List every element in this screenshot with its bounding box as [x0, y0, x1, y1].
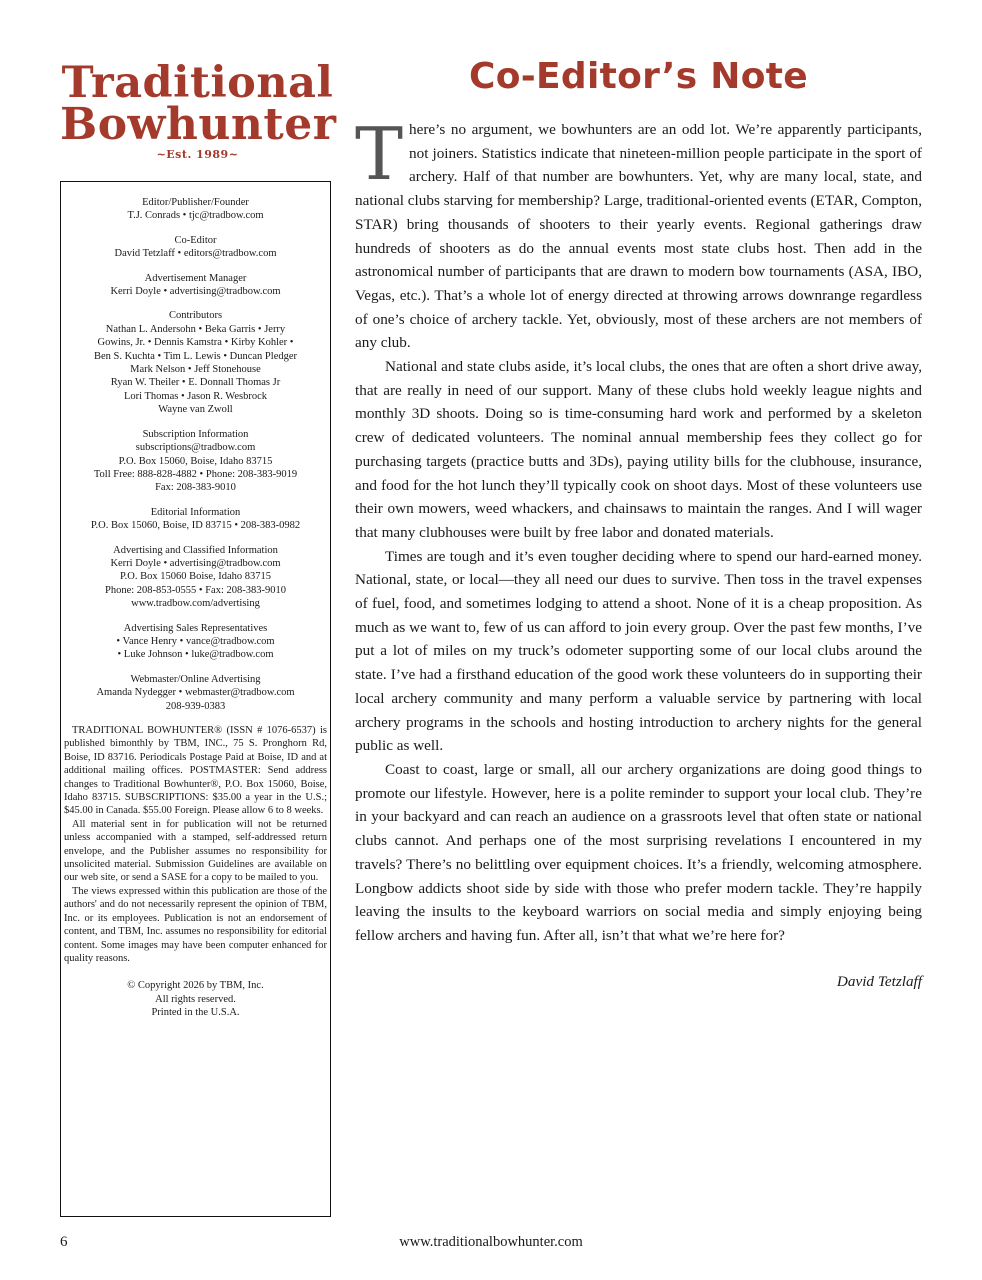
- masthead-section: [64, 234, 327, 261]
- masthead-section: [64, 428, 327, 495]
- masthead-line: Kerri Doyle • advertising@tradbow.com: [110, 286, 281, 298]
- masthead-section: [64, 196, 327, 223]
- masthead-heading: Advertising Sales Representatives: [123, 622, 268, 634]
- masthead-section: [64, 506, 327, 533]
- copyright-line: All rights reserved.: [155, 993, 236, 1005]
- legal-paragraph: The views expressed within this publication are those of the authors' and do not necessarily represent the opinion of TBM, Inc. or its employees. Publication is not an endorsement of content, and TBM, Inc. assumes no responsibility for editorial content. Some images may have been computer enhanced for quality reasons.: [64, 885, 327, 964]
- masthead-line: Ben S. Kuchta • Tim L. Lewis • Duncan Pledger: [93, 350, 298, 362]
- logo: [60, 58, 337, 161]
- masthead-line: T.J. Conrads • tjc@tradbow.com: [127, 210, 264, 222]
- masthead-heading: Editorial Information: [150, 506, 241, 518]
- masthead-heading: Subscription Information: [142, 428, 249, 440]
- masthead-sections: [64, 196, 327, 713]
- article-paragraph: Coast to coast, large or small, all our archery organizations are doing good things to promote our lifestyle. However, here is a polite reminder to support your local club. They’re in your backyard and can reach an audience on a grassroots level that often state or national clubs cannot. And perhaps one of the most surprising revelations I encountered in my travels? There’s no belittling over equipment choices. It’s a friendly, welcoming atmosphere. Longbow addicts shoot side by side with those who prefer modern tackle. They’re happily leaving the insults to the keyboard warriors on social media and simply enjoying being fellow archers and having fun. After all, isn’t that what we’re here for?: [355, 760, 922, 944]
- masthead-line: Mark Nelson • Jeff Stonehouse: [130, 364, 261, 376]
- article-paragraph-text: here’s no argument, we bowhunters are an odd lot. We’re apparently participants, not joiners. Statistics indicate that nineteen-million people participate in the sport of archery. Half of that number are bowhunters. Yet, why are many local, state, and national clubs starving for membership? Large, traditional-oriented events (ETAR, Compton, STAR) bring thousands of shooters to their yearly events. Regional gatherings draw hundreds of shooters as do the annual events most state clubs host. Then add in the astronomical number of participants that are drawn to modern bow tournaments (ASA, IBO, Vegas, etc.). That’s a whole lot of energy directed at throwing arrows downrange regardless of one’s choice of archery tackle. Yet, obviously, most of these archers are not members of any club.: [355, 121, 922, 352]
- masthead-line: Kerri Doyle • advertising@tradbow.com: [110, 557, 281, 569]
- logo-line-2: Bowhunter: [60, 99, 337, 150]
- masthead-line: Toll Free: 888-828-4882 • Phone: 208-383-9019: [93, 468, 298, 480]
- masthead-line: Ryan W. Theiler • E. Donnall Thomas Jr: [110, 377, 281, 389]
- masthead-line: David Tetzlaff • editors@tradbow.com: [114, 248, 277, 260]
- legal-paragraph: TRADITIONAL BOWHUNTER® (ISSN # 1076-6537) is published bimonthly by TBM, INC., 75 S. Pronghorn Rd, Boise, ID 83716. Periodicals Postage Paid at Boise, ID and at additional mailing offices. POSTMASTER: Send address changes to Traditional Bowhunter®, P.O. Box 15060, Boise, Idaho 83715. SUBSCRIPTIONS: $35.00 a year in the U.S.; $45.00 in Canada. $55.00 Foreign. Please allow 6 to 8 weeks.: [64, 725, 327, 817]
- article-body: [355, 112, 922, 993]
- masthead-heading: Advertisement Manager: [144, 272, 247, 284]
- drop-cap: T: [355, 112, 404, 196]
- masthead-line: • Vance Henry • vance@tradbow.com: [116, 635, 275, 647]
- copyright-line: Printed in the U.S.A.: [151, 1007, 240, 1019]
- masthead-line: Amanda Nydegger • webmaster@tradbow.com: [96, 687, 295, 699]
- masthead-line: P.O. Box 15060, Boise, ID 83715 • 208-383-0982: [90, 520, 301, 532]
- masthead-section: [64, 309, 327, 416]
- author-signature: David Tetzlaff: [836, 972, 922, 990]
- masthead-section: [64, 673, 327, 713]
- masthead-line: Fax: 208-383-9010: [155, 482, 236, 494]
- masthead-heading: Editor/Publisher/Founder: [142, 197, 249, 208]
- article-paragraph: National and state clubs aside, it’s local clubs, the ones that are often a short drive away, that are really in need of our support. Many of these clubs hold weekly league nights and monthly 3D shoots. Doing so is time-consuming hard work and performed by a skeleton crew of dedicated volunteers. The nominal annual membership fees they collect go for purchasing targets (practice butts and 3Ds), paying utility bills for the clubhouse, insurance, and food for the hot lunch they’ll typically cook on shoot days. Most of these volunteers use their own mowers, weed whackers, and chainsaws to maintain the ranges. And I will wager that many clubhouses were built by free labor and donated materials.: [355, 358, 922, 541]
- page-number: 6: [60, 1234, 68, 1250]
- masthead-section: [64, 544, 327, 611]
- copyright-block: [64, 979, 327, 1019]
- masthead-heading: Contributors: [168, 310, 223, 322]
- masthead-line: www.tradbow.com/advertising: [131, 598, 260, 610]
- masthead-box: [60, 181, 331, 1217]
- article-paragraph: [355, 112, 922, 355]
- copyright-line: © Copyright 2026 by TBM, Inc.: [127, 980, 264, 992]
- masthead-heading: Advertising and Classified Information: [113, 544, 278, 556]
- masthead-section: [64, 272, 327, 299]
- masthead-line: Nathan L. Andersohn • Beka Garris • Jerry: [105, 323, 286, 335]
- masthead-line: P.O. Box 15060, Boise, Idaho 83715: [118, 455, 273, 467]
- masthead-heading: Webmaster/Online Advertising: [130, 673, 261, 685]
- masthead-line: 208-939-0383: [165, 700, 226, 712]
- masthead-legal: [64, 724, 327, 965]
- page-title: Co-Editor’s Note: [469, 56, 808, 97]
- masthead-line: Gowins, Jr. • Dennis Kamstra • Kirby Kohler •: [97, 337, 294, 349]
- legal-paragraph: All material sent in for publication will not be returned unless accompanied with a stamped, self-addressed return envelope, and the Publisher assumes no responsibility for unsolicited material. Submission Guidelines are available on our web site, or send a SASE for a copy to be mailed to you.: [64, 818, 327, 884]
- masthead-line: P.O. Box 15060 Boise, Idaho 83715: [119, 571, 272, 583]
- masthead-heading: Co-Editor: [174, 234, 217, 246]
- logo-line-1: Traditional: [61, 58, 334, 108]
- masthead-line: Lori Thomas • Jason R. Wesbrock: [123, 390, 267, 402]
- masthead-line: subscriptions@tradbow.com: [135, 442, 256, 454]
- article-paragraph: Times are tough and it’s even tougher deciding where to spend our hard-earned money. National, state, or local—they all need our dues to survive. Then toss in the travel expenses of fuel, food, and sometimes lodging to attend a shoot. None of it is a cheap proposition. As much as we want to, few of us can afford to join every group. Over the past few months, I’ve put a lot of miles on my truck’s odometer supporting some of our local clubs around the state. I’ve had a firsthand education of the good work these volunteers do in supporting their local archery community and many perform a valuable service by partnering with local archery programs in the schools and hosting introduction to archery nights for the general public as well.: [355, 547, 922, 755]
- logo-established: ~Est. 1989~: [156, 148, 239, 161]
- masthead-line: Wayne van Zwoll: [158, 404, 233, 416]
- footer-url: www.traditionalbowhunter.com: [399, 1234, 583, 1250]
- masthead-line: Phone: 208-853-0555 • Fax: 208-383-9010: [105, 584, 286, 596]
- masthead-section: [64, 622, 327, 662]
- masthead-line: • Luke Johnson • luke@tradbow.com: [117, 649, 274, 661]
